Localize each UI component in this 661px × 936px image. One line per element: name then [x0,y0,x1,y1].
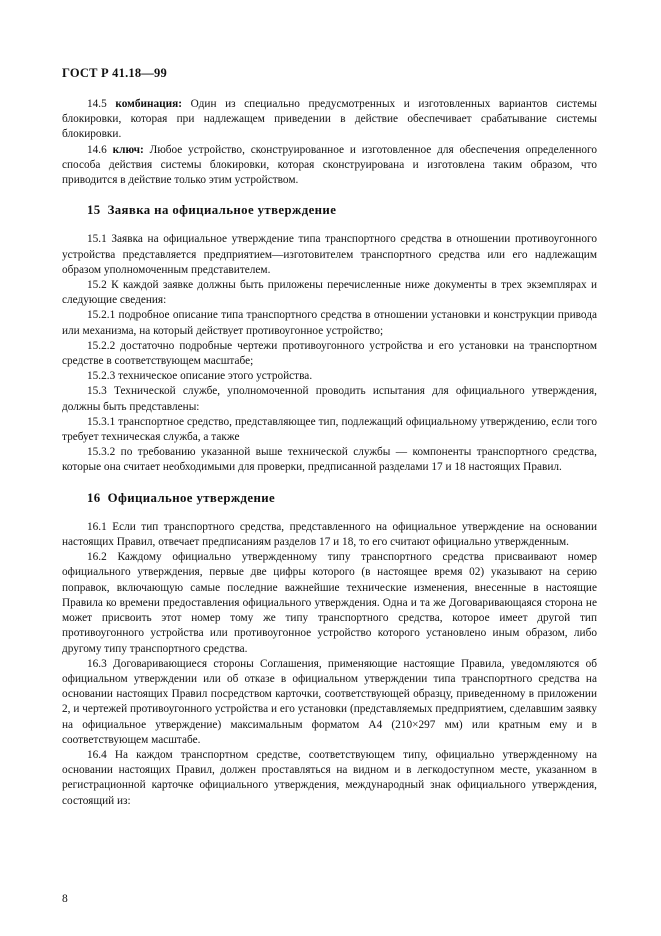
clause-15-2: 15.2 К каждой заявке должны быть приложены перечисленные ниже документы в трех экземплярах и следующие сведения: [62,279,597,307]
section-number: 16 [87,490,101,505]
definition-14-5 [62,97,597,143]
section-16-heading [62,491,597,506]
clause-15-3-2: 15.3.2 по требованию указанной выше технической службы — компоненты транспортного средства, которые она считает необходимыми для проверки, предписанной разделами 17 и 18 настоящих Правил. [62,446,597,474]
clause-number: 14.5 [87,98,107,110]
document-body [62,97,597,809]
clause-number: 14.6 [87,143,107,156]
document-code-header: ГОСТ Р 41.18—99 [62,66,167,80]
section-title: Официальное утверждение [107,490,276,505]
clause-16-2: 16.2 Каждому официально утвержденному типу транспортного средства присваивают номер официального утверждения, первые две цифры которого (в настоящее время 02) указывают на серию поправок, включающую самые последние важнейшие технические изменения, внесенные в настоящие Правила ко времени предоставления официального утверждения. Одна и та же Договаривающаяся сторона не может присвоить этот номер тому же типу транспортного средства, которое имеет другой тип противоугонного устройства или противоугонное устройство которого установлено иным образом, либо другому типу транспортного средства. [62,551,597,655]
clause-15-3-1: 15.3.1 транспортное средство, представляющее тип, подлежащий официальному утверждению, если того требует техническая служба, а также [62,415,597,444]
definition-text: Любое устройство, сконструированное и изготовленное для обеспечения определенного способа действия системы блокировки, которая сконструирована и изготовлена таким образом, что приводится в действие только этим устройством. [62,143,598,187]
clause-16-4: 16.4 На каждом транспортном средстве, соответствующем типу, официально утвержденному на основании настоящих Правил, должен проставляться на видном и в легкодоступном месте, указанном в регистрационной карточке официального утверждения, международный знак официального утверждения, состоящий из: [62,748,597,807]
clause-16-3: 16.3 Договаривающиеся стороны Соглашения, применяющие настоящие Правила, уведомляются об официальном утверждении или об отказе в официальном утверждении типа транспортного средства на основании настоящих Правил посредством карточки, соответствующей образцу, приведенному в приложении 2, и чертежей противоугонного устройства и его установки (представляемых предприятием, сделавшим заявку на официальное утверждение) максимальным форматом А4 (210×297 мм) или кратным ему и в соответствующем масштабе. [62,657,597,746]
section-15-heading [62,203,597,218]
clause-15-2-1: 15.2.1 подробное описание типа транспортного средства в отношении установки и конструкции привода или механизма, на который действует противоугонное устройство; [62,309,597,337]
clause-15-3: 15.3 Технической службе, уполномоченной проводить испытания для официального утверждения, должны быть представлены: [62,385,597,413]
clause-15-2-2: 15.2.2 достаточно подробные чертежи противоугонного устройства и его установки на транспортном средстве в соответствующем масштабе; [62,339,597,368]
definition-text: Один из специально предусмотренных и изготовленных вариантов системы блокировки, которая при надлежащем приведении в действие обеспечивает срабатывание системы блокировки. [62,98,597,141]
section-number: 15 [87,203,101,218]
clause-15-2-3: 15.2.3 техническое описание этого устройства. [87,370,313,383]
defined-term: ключ: [112,143,144,156]
clause-16-1: 16.1 Если тип транспортного средства, представленного на официальное утверждение на основании настоящих Правил, отвечает предписаниям разделов 17 и 18, то его считают официально утвержденным. [62,520,597,549]
definition-14-6 [62,143,597,189]
clause-15-1: 15.1 Заявка на официальное утверждение типа транспортного средства в отношении противоугонного устройства представляется предприятием—изготовителем транспортного средства или его надлежащим образом уполномоченным представителем. [62,233,597,276]
section-title: Заявка на официальное утверждение [107,203,337,218]
page-number: 8 [62,893,68,905]
defined-term: комбинация: [115,98,183,110]
